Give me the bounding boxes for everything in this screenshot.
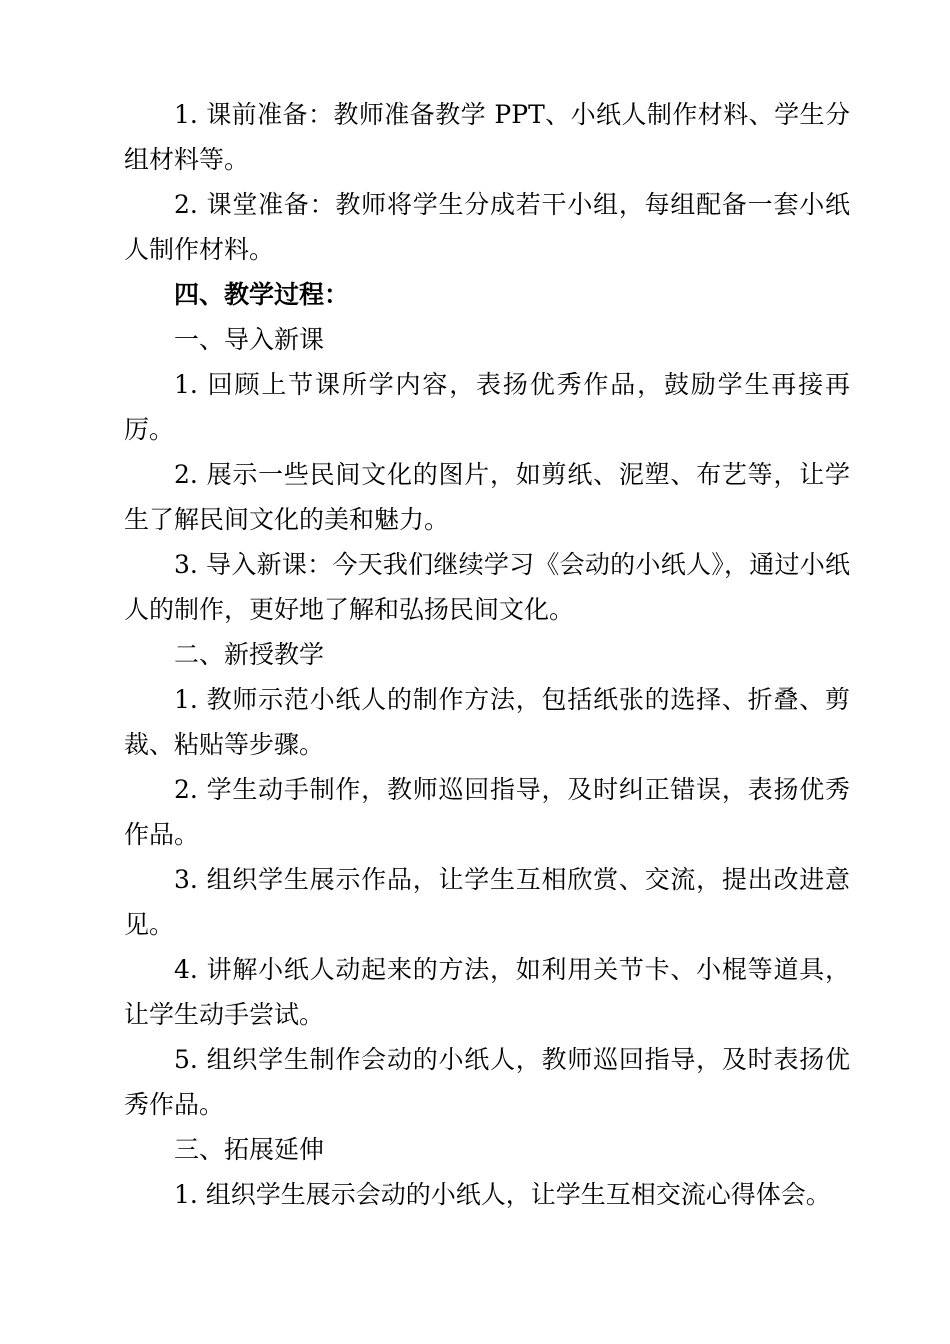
- document-body: [124, 92, 850, 1217]
- teaching-step-1: 1. 教师示范小纸人的制作方法，包括纸张的选择、折叠、剪裁、粘贴等步骤。: [124, 685, 850, 759]
- teaching-step-3: 3. 组织学生展示作品，让学生互相欣赏、交流，提出改进意见。: [124, 865, 850, 939]
- teaching-step-2: 2. 学生动手制作，教师巡回指导，及时纠正错误，表扬优秀作品。: [124, 775, 850, 849]
- prep-in-class: 2. 课堂准备：教师将学生分成若干小组，每组配备一套小纸人制作材料。: [124, 190, 850, 264]
- teaching-step-5: 5. 组织学生制作会动的小纸人，教师巡回指导，及时表扬优秀作品。: [124, 1045, 850, 1119]
- extension-step-1: 1. 组织学生展示会动的小纸人，让学生互相交流心得体会。: [174, 1180, 831, 1209]
- section-new-teaching: 二、新授教学: [174, 640, 325, 669]
- intro-step-2: 2. 展示一些民间文化的图片，如剪纸、泥塑、布艺等，让学生了解民间文化的美和魅力。: [124, 460, 850, 534]
- intro-step-1: 1. 回顾上节课所学内容，表扬优秀作品，鼓励学生再接再厉。: [124, 370, 850, 444]
- section-extension: 三、拓展延伸: [174, 1135, 325, 1164]
- heading-teaching-process: 四、教学过程：: [174, 280, 350, 309]
- intro-step-3: 3. 导入新课：今天我们继续学习《会动的小纸人》，通过小纸人的制作，更好地了解和弘扬民间文化。: [124, 550, 850, 624]
- section-introduction: 一、导入新课: [174, 325, 325, 354]
- teaching-step-4: 4. 讲解小纸人动起来的方法，如利用关节卡、小棍等道具，让学生动手尝试。: [124, 955, 850, 1029]
- prep-before-class: 1. 课前准备：教师准备教学 PPT、小纸人制作材料、学生分组材料等。: [124, 100, 850, 174]
